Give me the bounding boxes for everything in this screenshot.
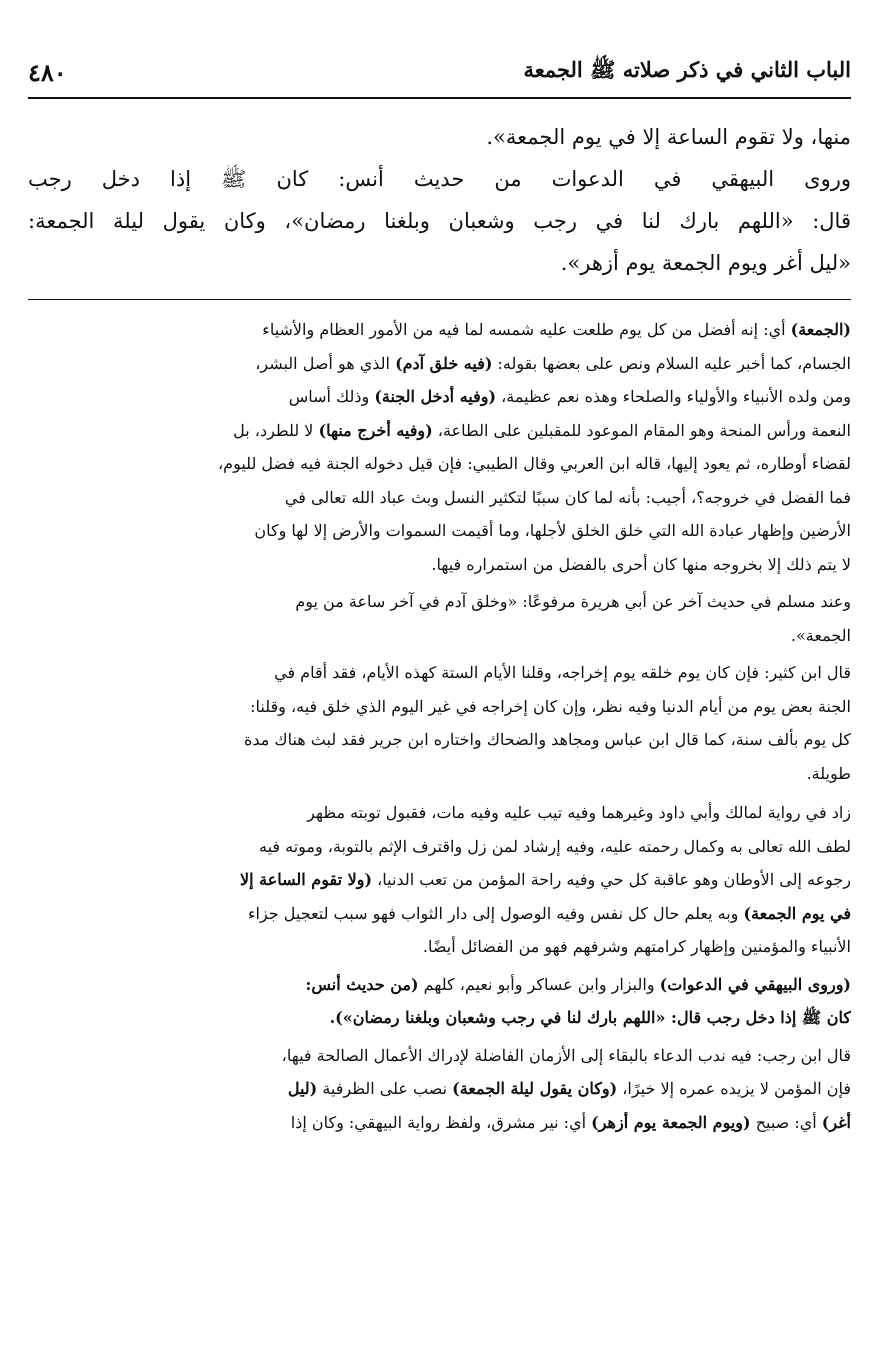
commentary-line: لطف الله تعالى به وكمال رحمته عليه، وفيه إرشاد لمن زل واقترف الإثم بالتوبة، وموته فيه [258, 836, 851, 856]
main-text [28, 116, 851, 284]
commentary-line: في يوم الجمعة) وبه يعلم حال كل نفس وفيه الوصول إلى دار الثواب فهو سبب لتعجيل جزاء [248, 903, 851, 923]
bold-quote: (ليل [287, 1079, 318, 1098]
bold-quote: (فيه خلق آدم) [395, 353, 493, 373]
commentary-line: كل يوم بألف سنة، كما قال ابن عباس ومجاهد والضحاك واختاره ابن جرير فقد لبث هناك مدة [243, 730, 851, 749]
commentary-line: قال ابن كثير: فإن كان يوم خلقه يوم إخراجه، وقلنا الأيام الستة كهذه الأيام، فقد أقام في [274, 663, 851, 682]
bold-quote: كان ﷺ إذا دخل رجب قال: «اللهم بارك لنا في رجب وشعبان وبلغنا رمضان»). [329, 1008, 851, 1027]
page-header [28, 52, 851, 92]
commentary-paragraph-1 [28, 313, 851, 581]
footnote-divider [28, 299, 851, 300]
bold-quote: (وفيه أدخل الجنة) [374, 387, 497, 406]
commentary-line: زاد في رواية لمالك وأبي داود وغيرهما وفيه تيب عليه وفيه مات، فقبول توبته مظهر [307, 803, 851, 822]
commentary-line: النعمة ورأس المنحة وهو المقام الموعود للمقبلين على الطاعة، (وفيه أخرج منها) لا للطرد، بل [233, 420, 851, 440]
commentary-line: أغر) أي: صبيح (ويوم الجمعة يوم أزهر) أي: نير مشرق، ولفظ رواية البيهقي: وكان إذا [290, 1112, 851, 1132]
commentary-line [28, 1001, 851, 1035]
commentary-line: قال ابن رجب: فيه ندب الدعاء بالبقاء إلى الأزمان الفاضلة لإدراك الأعمال الصالحة فيها، [281, 1045, 851, 1065]
main-line: قال: «اللهم بارك لنا في رجب وشعبان وبلغنا رمضان»، وكان يقول ليلة الجمعة: [28, 209, 851, 233]
bold-quote: (وروى البيهقي في الدعوات) [659, 974, 851, 994]
commentary-line: الأرضين وإظهار عبادة الله التي خلق الخلق لأجلها، وما أقيمت السموات والأرض إلا لها وكان [254, 521, 851, 540]
commentary-line: (الجمعة) أي: إنه أفضل من كل يوم طلعت عليه شمسه لما فيه من الأمور العظام والأشياء [262, 320, 851, 339]
commentary-line: رجوعه إلى الأوطان وهو عاقبة كل حي وفيه راحة المؤمن من تعب الدنيا، (ولا تقوم الساعة إلا [240, 870, 851, 889]
header-divider [28, 97, 851, 99]
commentary-line: وعند مسلم في حديث آخر عن أبي هريرة مرفوعًا: «وخلق آدم في آخر ساعة من يوم [295, 592, 851, 611]
commentary-line: الجسام، كما أخبر عليه السلام ونص على بعضها بقوله: (فيه خلق آدم) الذي هو أصل البشر، [255, 353, 851, 373]
commentary-line: لا يتم ذلك إلا بخروجه منها كان أحرى بالفضل من استمراره فيها. [431, 554, 851, 574]
page-number: ٤٨٠ [28, 57, 67, 87]
bold-quote: (ويوم الجمعة يوم أزهر) [591, 1112, 751, 1132]
bold-quote: (ولا تقوم الساعة إلا [240, 870, 373, 889]
commentary-line: طويلة. [806, 763, 851, 783]
commentary-line: فإن المؤمن لا يزيده عمره إلا خيرًا، (وكان يقول ليلة الجمعة) نصب على الظرفية (ليل [287, 1079, 851, 1098]
commentary-paragraph-2 [28, 585, 851, 652]
commentary-line: فما الفضل في خروجه؟، أجيب: بأنه لما كان سببًا لتكثير النسل وبث عباد الله تعالى في [284, 487, 851, 507]
main-line: منها، ولا تقوم الساعة إلا في يوم الجمعة». [486, 125, 851, 149]
main-line: وروى البيهقي في الدعوات من حديث أنس: كان ﷺ إذا دخل رجب [28, 167, 851, 191]
bold-quote: في يوم الجمعة) [743, 903, 851, 923]
chapter-title: الباب الثاني في ذكر صلاته ﷺ الجمعة [523, 56, 851, 82]
commentary-paragraph-4 [28, 796, 851, 964]
commentary-paragraph-3 [28, 656, 851, 790]
bold-quote: أغر) [821, 1112, 851, 1132]
commentary-line: (وروى البيهقي في الدعوات) والبزار وابن عساكر وأبو نعيم، كلهم (من حديث أنس: [305, 974, 851, 994]
commentary-line: الجمعة». [790, 625, 851, 645]
commentary-line: الأنبياء والمؤمنين وإظهار كرامتهم وشرفهم فهو من الفضائل أيضًا. [422, 937, 851, 956]
bold-quote: (من حديث أنس: [305, 974, 419, 994]
bold-quote: (الجمعة) [790, 320, 851, 339]
commentary [28, 313, 851, 1139]
bold-quote: (وكان يقول ليلة الجمعة) [452, 1079, 618, 1098]
commentary-line: لقضاء أوطاره، ثم يعود إليها، قاله ابن العربي وقال الطيبي: فإن قيل دخوله الجنة فيه فضل لليوم، [218, 454, 851, 473]
commentary-line: ومن ولده الأنبياء والأولياء والصلحاء وهذه نعم عظيمة، (وفيه أدخل الجنة) وذلك أساس [288, 387, 851, 406]
main-line: «ليل أغر ويوم الجمعة يوم أزهر». [560, 251, 851, 275]
bold-quote: (وفيه أخرج منها) [318, 420, 433, 440]
commentary-paragraph-6 [28, 1039, 851, 1140]
commentary-paragraph-5 [28, 968, 851, 1035]
commentary-line: الجنة بعض يوم من أيام الدنيا وفيه نظر، وإن كان إخراجه في غير اليوم الذي خلق فيه، وقلنا: [250, 696, 851, 716]
